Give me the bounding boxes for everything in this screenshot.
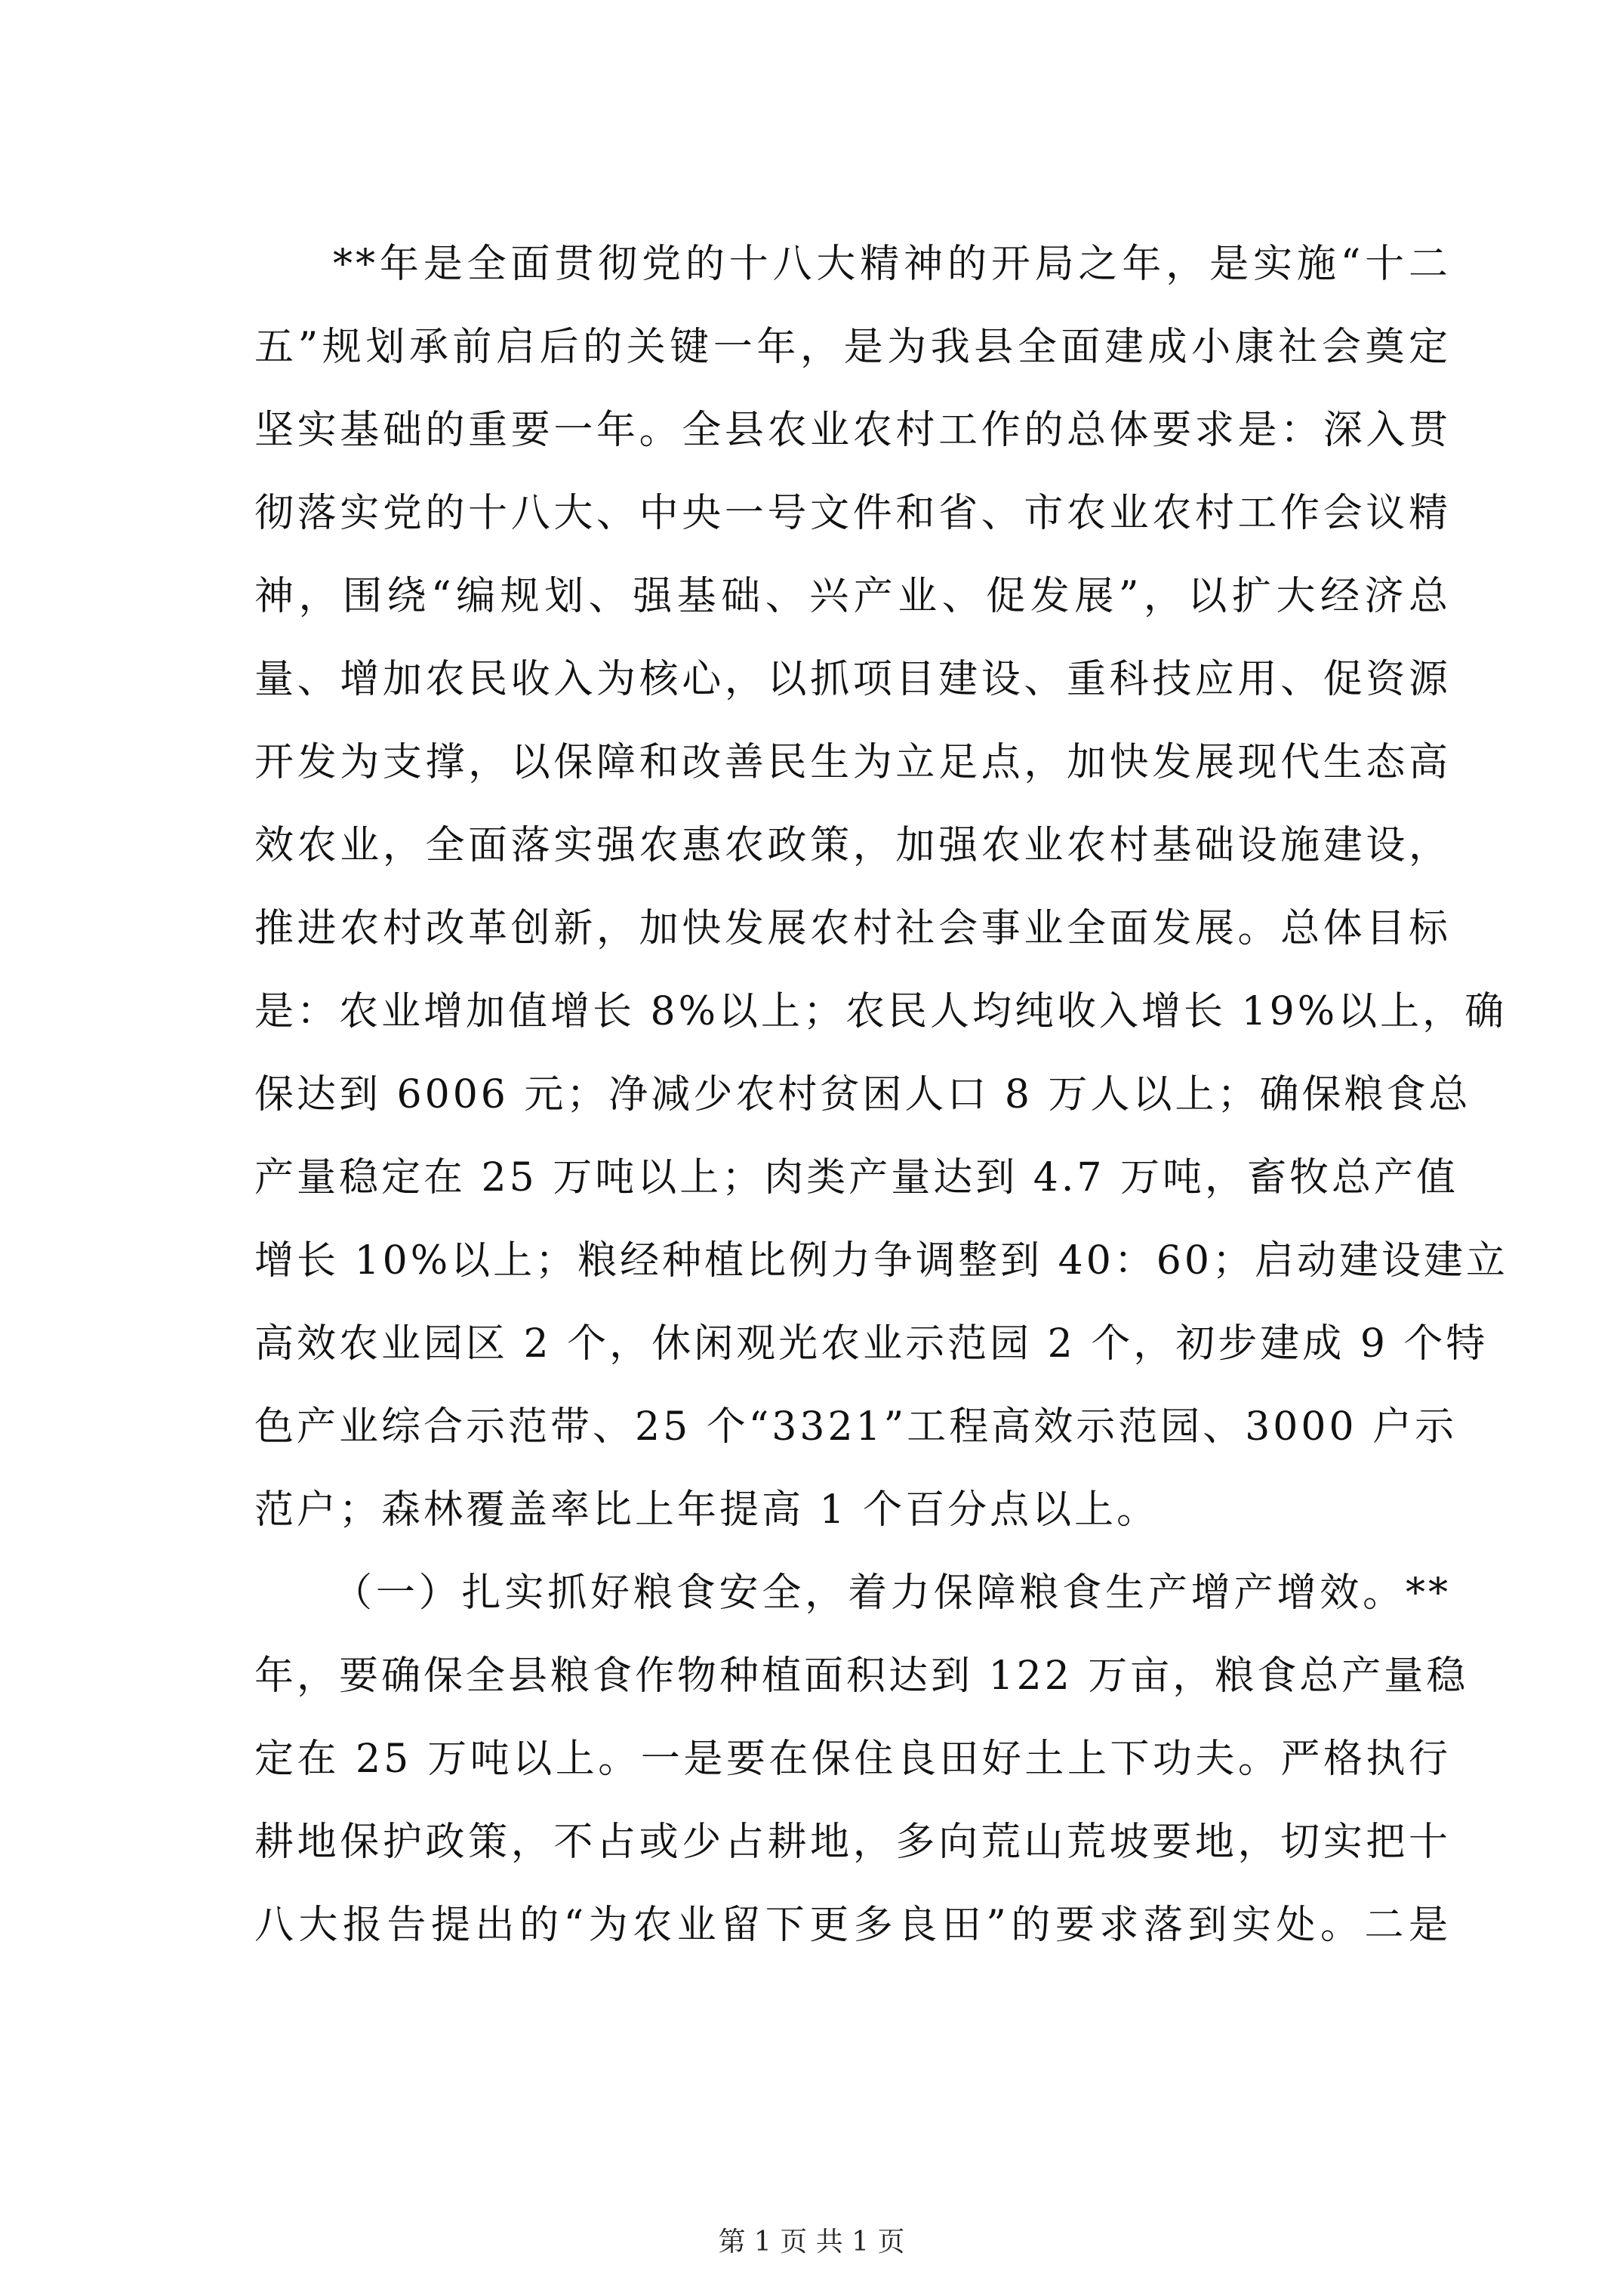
paragraph-2-line-4: 耕地保护政策，不占或少占耕地，多向荒山荒坡要地，切实把十 — [254, 1820, 1451, 1865]
paragraph-1-line-9: 推进农村改革创新，加快发展农村社会事业全面发展。总体目标 — [254, 906, 1451, 951]
paragraph-1-line-13: 增长 10%以上；粮经种植比例力争调整到 40：60；启动建设建立 — [254, 1238, 1508, 1284]
paragraph-1-line-5: 神，围绕“编规划、强基础、兴产业、促发展”，以扩大经济总 — [254, 574, 1451, 619]
paragraph-1-line-10: 是：农业增加值增长 8%以上；农民人均纯收入增长 19%以上，确 — [254, 989, 1508, 1034]
paragraph-1-line-7: 开发为支撑，以保障和改善民生为立足点，加快发展现代生态高 — [254, 740, 1451, 785]
paragraph-2-line-2: 年，要确保全县粮食作物种植面积达到 122 万亩，粮食总产量稳 — [254, 1653, 1469, 1699]
paragraph-1-line-1: **年是全面贯彻党的十八大精神的开局之年，是实施“十二 — [333, 242, 1451, 287]
page-number-label: 第 1 页 共 1 页 — [718, 2227, 905, 2257]
paragraph-1-line-4: 彻落实党的十八大、中央一号文件和省、市农业农村工作会议精 — [254, 491, 1451, 536]
paragraph-1-line-14: 高效农业园区 2 个，休闲观光农业示范园 2 个，初步建成 9 个特 — [254, 1321, 1489, 1367]
page-footer — [0, 2226, 1623, 2259]
paragraph-2-line-5: 八大报告提出的“为农业留下更多良田”的要求落到实处。二是 — [254, 1903, 1451, 1948]
paragraph-2-line-3: 定在 25 万吨以上。一是要在保住良田好土上下功夫。严格执行 — [254, 1737, 1451, 1782]
paragraph-1-line-3: 坚实基础的重要一年。全县农业农村工作的总体要求是：深入贯 — [254, 408, 1451, 453]
document-body — [254, 223, 1508, 1967]
paragraph-1-line-11: 保达到 6006 元；净减少农村贫困人口 8 万人以上；确保粮食总 — [254, 1072, 1471, 1117]
paragraph-1-line-16: 范户；森林覆盖率比上年提高 1 个百分点以上。 — [254, 1487, 1160, 1533]
paragraph-1-line-8: 效农业，全面落实强农惠农政策，加强农业农村基础设施建设， — [254, 823, 1451, 868]
paragraph-1-line-6: 量、增加农民收入为核心，以抓项目建设、重科技应用、促资源 — [254, 657, 1451, 702]
paragraph-1-line-12: 产量稳定在 25 万吨以上；肉类产量达到 4.7 万吨，畜牧总产值 — [254, 1155, 1458, 1200]
paragraph-1-line-2: 五”规划承前启后的关键一年，是为我县全面建成小康社会奠定 — [254, 325, 1451, 370]
paragraph-2-line-1: （一）扎实抓好粮食安全，着力保障粮食生产增产增效。** — [333, 1570, 1451, 1616]
paragraph-1-line-15: 色产业综合示范带、25 个“3321”工程高效示范园、3000 户示 — [254, 1404, 1458, 1450]
